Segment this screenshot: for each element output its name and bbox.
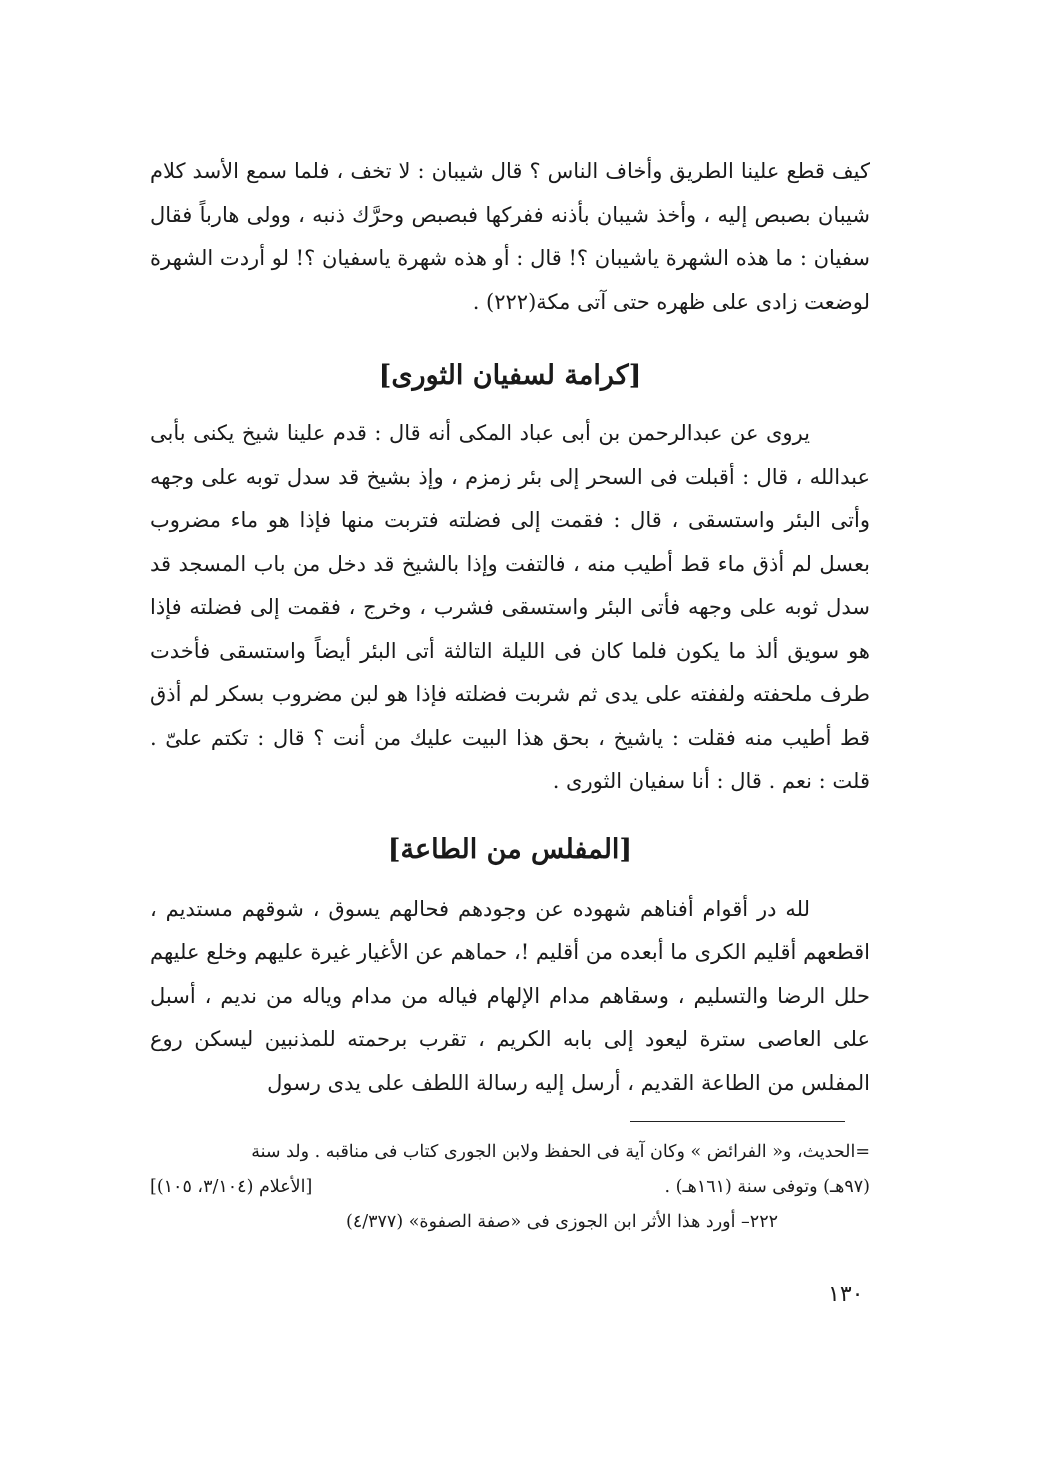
page-number: ١٣٠ — [828, 1282, 864, 1307]
footnote-dates: (٩٧هـ) وتوفى سنة (١٦١هـ) . — [664, 1177, 870, 1197]
section-paragraph-muflis: لله در أقوام أفناهم شهوده عن وجودهم فحالهم يسوق ، شوقهم مستديم ، اقطعهم أقليم الكرى ما أبعده من أقليم !، حماهم عن الأغيار غيرة عليهم وخلع عليهم حلل الرضا والتسليم ، وسقاهم مدام الإلهام فياله من مدام وياله من نديم ، أسبل على العاصى سترة ليعود إلى بابه الكريم ، تقرب برحمته للمذنبين ليسكن روع المفلس من الطاعة القديم ، أرسل إليه رسالة اللطف على يدى رسول — [150, 896, 870, 1095]
section-heading-karama: [كرامة لسفيان الثورى] — [378, 360, 642, 391]
footnote-citation: [الأعلام (٣/١٠٤، ١٠٥)] — [150, 1177, 313, 1197]
footnote-continuation: =الحديث، و« الفرائض » وكان آية فى الحفظ ولابن الجورى كتاب فى مناقبه . ولد سنة — [251, 1142, 870, 1162]
section-heading-muflis: [المفلس من الطاعة] — [387, 833, 633, 865]
footnote-222: ٢٢٢– أورد هذا الأثر ابن الجوزى فى «صفة الصفوة» (٤/٣٧٧) — [345, 1212, 778, 1232]
section-paragraph-karama: يروى عن عبدالرحمن بن أبى عباد المكى أنه قال : قدم علينا شيخ يكنى بأبى عبدالله ، قال : أقبلت فى السحر إلى بئر زمزم ، وإذ بشيخ قد سدل توبه على وجهه وأتى البئر واستسقى ، قال : فقمت إلى فضلته فتربت منها فإذا هو ماء مضروب بعسل لم أذق ماء قط أطيب منه ، فالتفت وإذا بالشيخ قد دخل من باب المسجد قد سدل ثوبه على وجهه فأتى البئر واستسقى فشرب ، وخرج ، فقمت إلى فضلته فإذا هو سويق ألذ ما يكون فلما كان فى الليلة التالثة أتى البئر أيضاً واستسقى فأخدت طرف ملحفته ولففته على يدى ثم شربت فضلته فإذا هو لبن مضروب بسكر لم أذق قط أطيب منه فقلت : ياشيخ ، بحق هذا البيت عليك من أنت ؟ قال : تكتم علىّ . قلت : نعم . قال : أنا سفيان الثورى . — [150, 421, 870, 793]
footnote-dates-row — [150, 1170, 870, 1205]
footnote-divider — [150, 1105, 870, 1135]
footnotes — [150, 1135, 870, 1240]
top-paragraph: كيف قطع علينا الطريق وأخاف الناس ؟ قال شيبان : لا تخف ، فلما سمع الأسد كلام شيبان بصبص إليه ، وأخذ شيبان بأذنه ففركها فبصبص وحرَّك ذنبه ، وولى هارباً فقال سفيان : ما هذه الشهرة ياشيبان ؟! قال : أو هذه شهرة ياسفيان ؟! لو أردت الشهرة لوضعت زادى على ظهره حتى آتى مكة(٢٢٢) . — [150, 159, 870, 314]
footnote-rule — [630, 1121, 845, 1122]
book-page — [150, 150, 870, 1320]
